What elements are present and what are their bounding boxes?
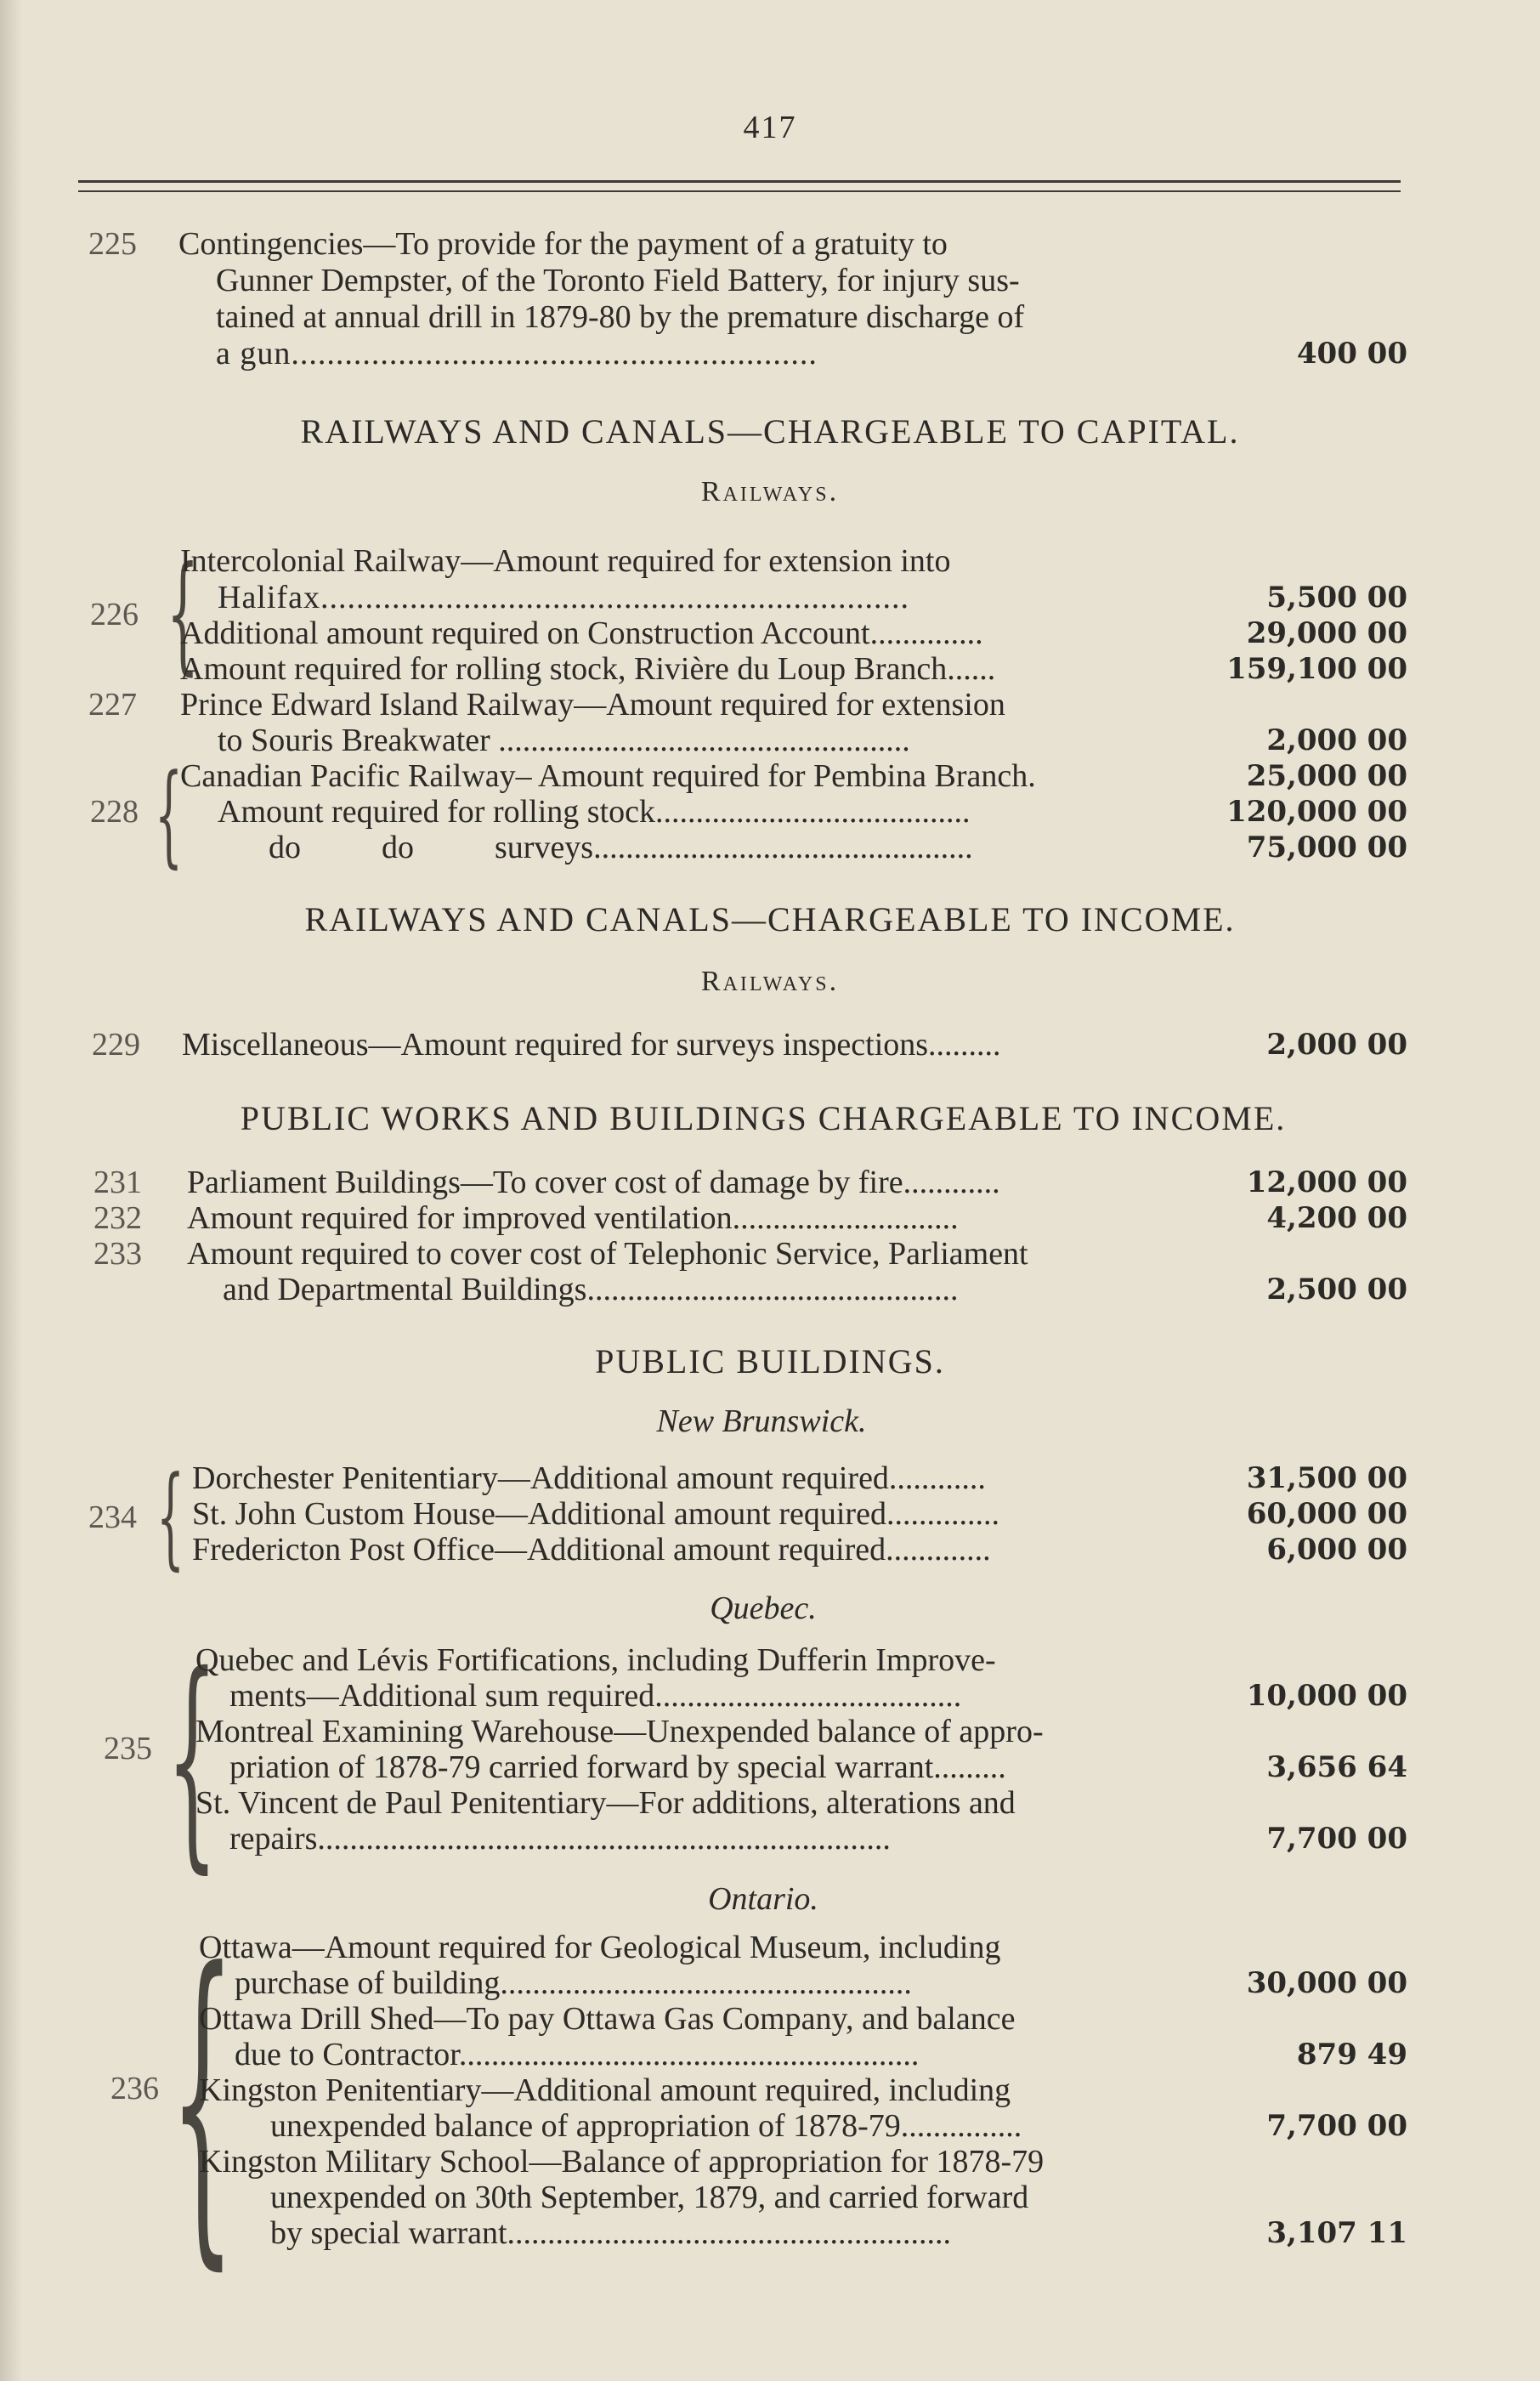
section-subheading: Railways. [700, 476, 840, 507]
item-text: Kingston Penitentiary—Additional amount required, including [199, 2072, 1011, 2108]
item-amount: 7,700 00 [1266, 1822, 1407, 1856]
item-text: Dorchester Penitentiary—Additional amount required............ [192, 1460, 986, 1496]
item-number: 227 [88, 687, 137, 723]
item-amount: 60,000 00 [1246, 1497, 1407, 1531]
item-number: 233 [93, 1236, 142, 1272]
section-heading: RAILWAYS AND CANALS—CHARGEABLE TO CAPITAL. [300, 412, 1240, 451]
province-heading: New Brunswick. [656, 1403, 867, 1439]
province-heading: Quebec. [710, 1590, 817, 1626]
header-rule [78, 180, 1401, 183]
item-number: 236 [110, 2071, 159, 2106]
page-number: 417 [743, 110, 797, 145]
item-text: Fredericton Post Office—Additional amount required............. [192, 1532, 991, 1567]
item-amount: 30,000 00 [1246, 1966, 1407, 2000]
item-text: Montreal Examining Warehouse—Unexpended balance of appro- [195, 1714, 1044, 1749]
item-number: 232 [93, 1200, 142, 1236]
item-amount: 12,000 00 [1246, 1165, 1407, 1199]
item-amount: 29,000 00 [1246, 616, 1407, 650]
item-number: 235 [104, 1731, 152, 1766]
section-heading: RAILWAYS AND CANALS—CHARGEABLE TO INCOME. [304, 900, 1236, 938]
item-number: 226 [90, 597, 139, 632]
item-text: unexpended on 30th September, 1879, and carried forward [270, 2180, 1029, 2215]
item-text: ments—Additional sum required...................................... [229, 1678, 962, 1714]
section-subheading: Railways. [700, 966, 840, 997]
item-text: a gun........................................................... [216, 336, 818, 371]
item-text: Prince Edward Island Railway—Amount required for extension [180, 687, 1005, 723]
item-text: by special warrant....................................................... [270, 2215, 952, 2251]
item-text: Canadian Pacific Railway– Amount required for Pembina Branch. [180, 758, 1036, 794]
item-text: due to Contractor......................................................... [235, 2037, 920, 2072]
item-text: Ottawa—Amount required for Geological Museum, including [199, 1930, 1001, 1965]
item-amount: 120,000 00 [1226, 795, 1407, 829]
item-text: and Departmental Buildings.............................................. [223, 1272, 959, 1307]
item-text: do do surveys............................................... [269, 830, 973, 865]
group-brace: { [170, 1902, 235, 2298]
item-number: 225 [88, 226, 137, 262]
item-text: Amount required to cover cost of Telephonic Service, Parliament [187, 1236, 1028, 1272]
group-brace: { [167, 1625, 218, 1893]
item-text: Additional amount required on Construction Account.............. [180, 615, 983, 651]
item-number: 228 [90, 794, 139, 830]
item-text: unexpended balance of appropriation of 1878-79............... [270, 2108, 1022, 2144]
item-text: Amount required for improved ventilation............................ [187, 1200, 959, 1236]
item-text: Kingston Military School—Balance of appropriation for 1878-79 [199, 2144, 1045, 2180]
item-amount: 7,700 00 [1266, 2109, 1407, 2143]
item-text: Amount required for rolling stock, Rivière du Loup Branch...... [180, 651, 996, 687]
item-text: priation of 1878-79 carried forward by special warrant......... [229, 1749, 1006, 1785]
item-amount: 10,000 00 [1246, 1679, 1407, 1713]
item-amount: 4,200 00 [1266, 1201, 1407, 1235]
item-amount: 5,500 00 [1266, 581, 1407, 615]
item-number: 231 [93, 1165, 142, 1200]
section-heading: PUBLIC BUILDINGS. [595, 1342, 945, 1380]
item-text: Halifax.................................................................. [218, 580, 909, 615]
item-text: St. John Custom House—Additional amount required.............. [192, 1496, 999, 1532]
item-text: St. Vincent de Paul Penitentiary—For additions, alterations and [195, 1785, 1016, 1821]
group-brace: { [167, 540, 200, 688]
item-amount: 2,500 00 [1266, 1273, 1407, 1307]
item-text: Ottawa Drill Shed—To pay Ottawa Gas Company, and balance [199, 2001, 1016, 2037]
item-amount: 3,107 11 [1266, 2216, 1407, 2250]
item-amount: 2,000 00 [1266, 1028, 1407, 1062]
header-rule-thin [78, 190, 1401, 192]
item-amount: 3,656 64 [1266, 1750, 1407, 1784]
item-text: Intercolonial Railway—Amount required for extension into [180, 543, 951, 579]
item-text: Gunner Dempster, of the Toronto Field Battery, for injury sus- [216, 263, 1020, 298]
item-amount: 25,000 00 [1246, 759, 1407, 793]
item-amount: 400 00 [1296, 337, 1407, 371]
item-amount: 159,100 00 [1226, 652, 1407, 686]
item-amount: 6,000 00 [1266, 1533, 1407, 1567]
group-brace: { [156, 1452, 185, 1581]
page-edge-shadow [0, 0, 22, 2381]
item-amount: 31,500 00 [1246, 1461, 1407, 1495]
item-text: purchase of building................................................... [235, 1965, 912, 2001]
item-text: Miscellaneous—Amount required for surveys inspections......... [182, 1027, 1001, 1063]
item-text: Parliament Buildings—To cover cost of damage by fire............ [187, 1165, 1000, 1200]
item-amount: 75,000 00 [1246, 831, 1407, 865]
province-heading: Ontario. [708, 1881, 818, 1917]
item-amount: 2,000 00 [1266, 723, 1407, 757]
section-heading: PUBLIC WORKS AND BUILDINGS CHARGEABLE TO INCOME. [240, 1099, 1287, 1137]
item-text: to Souris Breakwater ................................................... [218, 723, 910, 758]
item-text: repairs....................................................................... [229, 1821, 891, 1857]
item-text: Contingencies—To provide for the payment of a gratuity to [178, 226, 948, 262]
item-text: Quebec and Lévis Fortifications, including Dufferin Improve- [195, 1642, 996, 1678]
item-text: tained at annual drill in 1879-80 by the premature discharge of [216, 299, 1025, 335]
group-brace: { [155, 750, 184, 879]
item-text: Amount required for rolling stock....................................... [218, 794, 971, 830]
item-number: 229 [92, 1027, 140, 1063]
item-number: 234 [88, 1499, 137, 1535]
item-amount: 879 49 [1296, 2038, 1407, 2072]
